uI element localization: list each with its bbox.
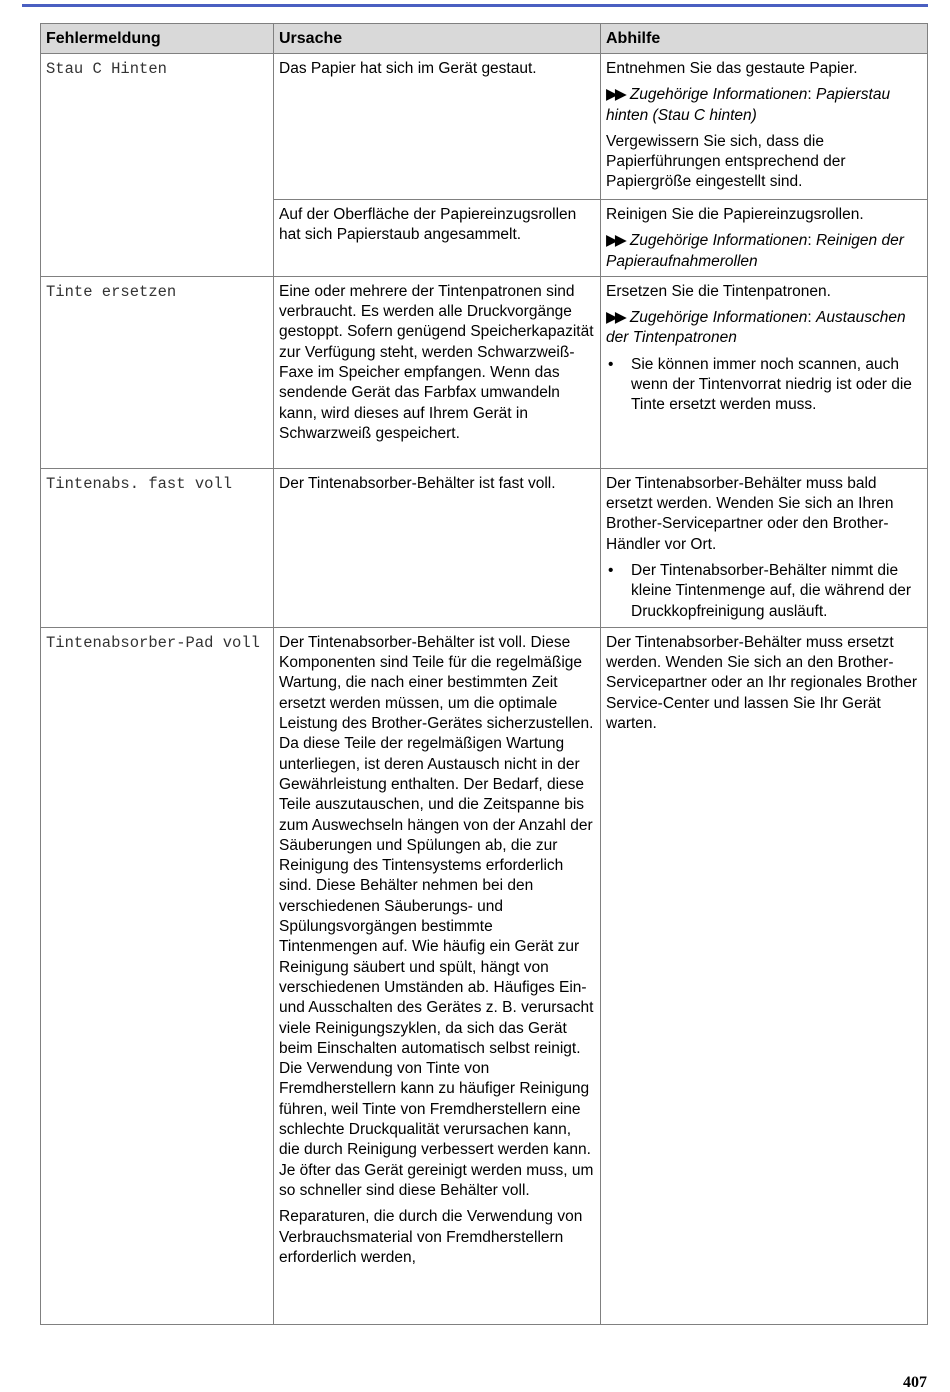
table-row bbox=[41, 276, 928, 468]
remedy-text: Entnehmen Sie das gestaute Papier. bbox=[606, 60, 858, 77]
cause-cell bbox=[274, 54, 601, 200]
table-row bbox=[41, 468, 928, 627]
header-abhilfe: Abhilfe bbox=[601, 24, 928, 54]
list-item: • Der Tintenabsorber-Behälter nimmt die kleine Tintenmenge auf, die während der Druckkopfreinigung ausläuft. bbox=[606, 561, 922, 622]
remedy-text: Der Tintenabsorber-Behälter muss bald ersetzt werden. Wenden Sie sich an Ihren Brother-Servicepartner oder den Brother-Händler vor Ort. bbox=[606, 474, 894, 553]
note-list bbox=[606, 355, 922, 416]
header-fehlermeldung: Fehlermeldung bbox=[41, 24, 274, 54]
remedy-cell bbox=[601, 276, 928, 468]
related-info-link[interactable]: ▶▶ Zugehörige Informationen: Papierstau hinten (Stau C hinten) bbox=[606, 86, 891, 124]
related-info-label: Zugehörige Informationen bbox=[629, 86, 808, 104]
error-message-table bbox=[40, 23, 928, 1325]
error-code-tintenabsorber-pad-voll: Tintenabsorber-Pad voll bbox=[41, 627, 274, 1324]
cause-cell bbox=[274, 200, 601, 277]
table-header-row bbox=[41, 24, 928, 54]
cause-text: Auf der Oberfläche der Papiereinzugsrollen hat sich Papierstaub angesammelt. bbox=[279, 206, 577, 244]
remedy-cell bbox=[601, 200, 928, 277]
cause-text: Das Papier hat sich im Gerät gestaut. bbox=[279, 60, 537, 77]
remedy-cell bbox=[601, 54, 928, 200]
cause-text: Eine oder mehrere der Tintenpatronen sind verbraucht. Es werden alle Druckvorgänge gestoppt. Sofern genügend Speicherkapazität zur Verfügung steht, werden Schwarzweiß-Faxe im Speicher empfangen. Wenn das sendende Gerät das Farbfax umwandeln kann, wird dieses auf Ihrem Gerät in Schwarzweiß gespeichert. bbox=[279, 282, 594, 442]
remedy-cell bbox=[601, 468, 928, 627]
remedy-text: Ersetzen Sie die Tintenpatronen. bbox=[606, 282, 831, 300]
related-info-link[interactable]: ▶▶ Zugehörige Informationen: Austauschen der Tintenpatronen bbox=[606, 309, 906, 347]
remedy-text: Der Tintenabsorber-Behälter muss ersetzt werden. Wenden Sie sich an den Brother-Servicepartner oder an Ihr regionales Brother Service-Center und lassen Sie Ihr Gerät warten. bbox=[606, 633, 918, 733]
remedy-cell bbox=[601, 627, 928, 1324]
remedy-text: Reinigen Sie die Papiereinzugsrollen. bbox=[606, 206, 864, 223]
cause-text: Der Tintenabsorber-Behälter ist voll. Diese Komponenten sind Teile für die regelmäßige Wartung, die nach einer bestimmten Zeit ersetzt werden müssen, um die optimale Leistung des Brother-Gerätes sicherzustellen. Da diese Teile der regelmäßigen Wartung unterliegen, ist deren Austausch nicht in der Gewährleistung enthalten. Der Bedarf, diese Teile auszutauschen, und die Zeitspanne bis zum Auswechseln hängen von der Anzahl der Säuberungen und Spülungen ab, die zur Reinigung des Tintensystems erforderlich sind. Diese Behälter nehmen bei den verschiedenen Säuberungs- und Spülungsvorgängen bestimmte Tintenmengen auf. Wie häufig ein Gerät zur Reinigung säubert und spült, hängt von verschiedenen Umständen ab. Häufiges Ein- und Ausschalten des Gerätes z. B. verursacht viele Reinigungszyklen, da sich das Gerät beim Einschalten automatisch selbst reinigt. Die Verwendung von Tinte von Fremdherstellern kann zu häufiger Reinigung führen, weil Tinte von Fremdherstellern eine schlechte Druckqualität verursachen kann, die durch Reinigung verbessert werden kann. Je öfter das Gerät gereinigt werden muss, um so schneller sind diese Behälter voll. bbox=[279, 633, 594, 1199]
top-rule bbox=[22, 4, 928, 7]
cause-text: Reparaturen, die durch die Verwendung von Verbrauchsmaterial von Fremdherstellern erforderlich werden, bbox=[279, 1208, 583, 1266]
double-arrow-icon: ▶▶ bbox=[606, 309, 624, 327]
related-info-target[interactable]: Austauschen der Tintenpatronen bbox=[606, 309, 906, 347]
table-row bbox=[41, 627, 928, 1324]
error-code-stau-c-hinten: Stau C Hinten bbox=[41, 54, 274, 277]
error-code-tintenabs-fast-voll: Tintenabs. fast voll bbox=[41, 468, 274, 627]
related-info-target[interactable]: Reinigen der Papieraufnahmerollen bbox=[606, 232, 904, 270]
remedy-text: Vergewissern Sie sich, dass die Papierführungen entsprechend der Papiergröße eingestellt sind. bbox=[606, 132, 846, 191]
cause-text: Der Tintenabsorber-Behälter ist fast voll. bbox=[279, 474, 556, 492]
related-info-label: Zugehörige Informationen bbox=[629, 232, 808, 250]
double-arrow-icon: ▶▶ bbox=[606, 232, 624, 250]
header-ursache: Ursache bbox=[274, 24, 601, 54]
list-item: • Sie können immer noch scannen, auch wenn der Tintenvorrat niedrig ist oder die Tinte ersetzt werden muss. bbox=[606, 355, 922, 416]
page-number: 407 bbox=[903, 1374, 927, 1391]
double-arrow-icon: ▶▶ bbox=[606, 86, 624, 104]
error-code-tinte-ersetzen: Tinte ersetzen bbox=[41, 276, 274, 468]
cause-cell bbox=[274, 468, 601, 627]
related-info-label: Zugehörige Informationen bbox=[629, 309, 808, 327]
table-row bbox=[41, 54, 928, 200]
cause-cell bbox=[274, 627, 601, 1324]
note-list bbox=[606, 561, 922, 622]
cause-cell bbox=[274, 276, 601, 468]
related-info-link[interactable]: ▶▶ Zugehörige Informationen: Reinigen der Papieraufnahmerollen bbox=[606, 232, 904, 270]
related-info-target[interactable]: Papierstau hinten (Stau C hinten) bbox=[606, 86, 891, 124]
